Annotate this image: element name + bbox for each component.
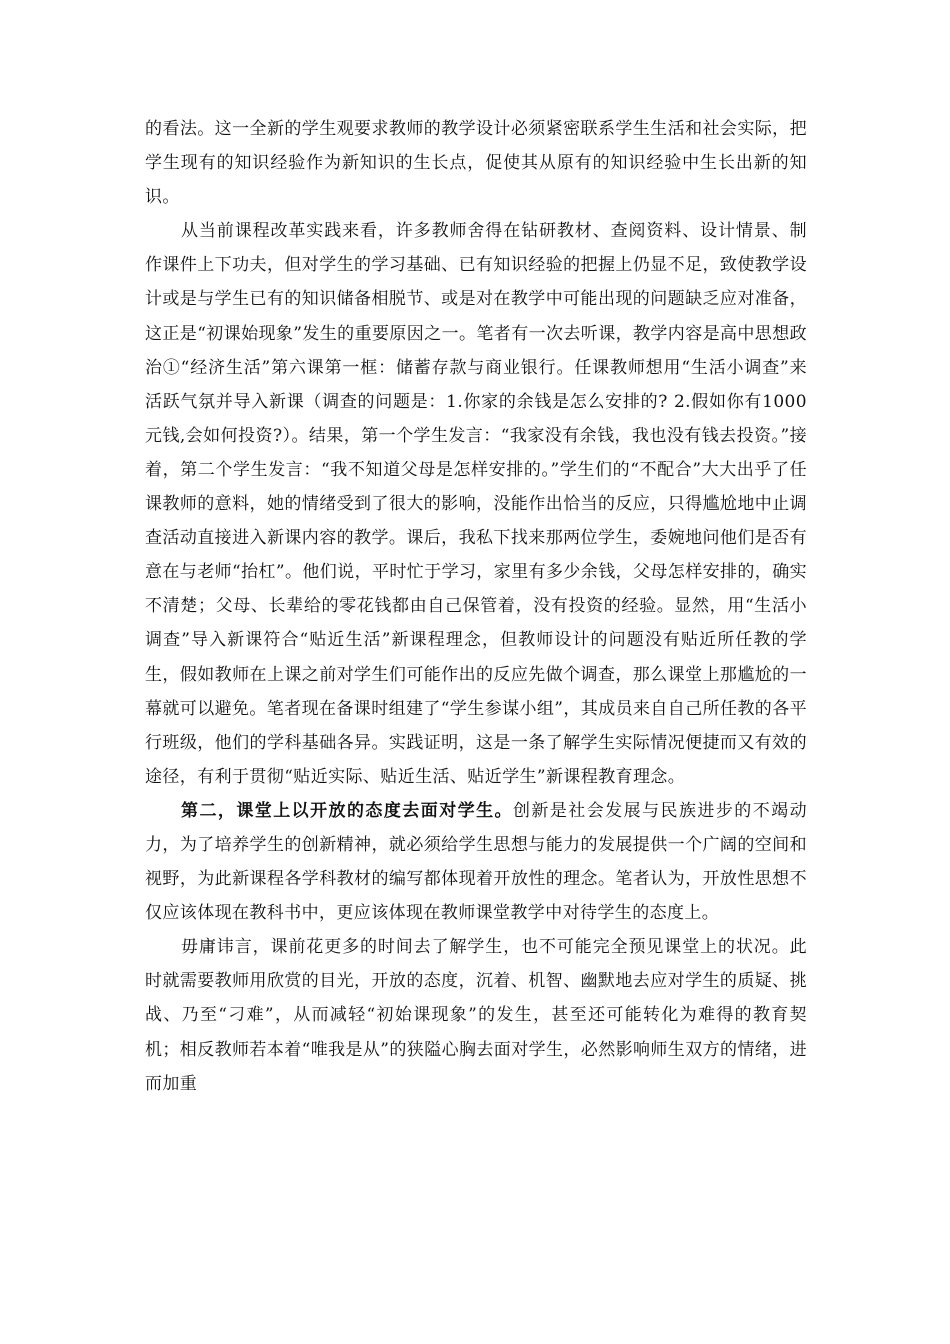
paragraph-1 xyxy=(145,112,807,214)
section-heading: 第二，课堂上以开放的态度去面对学生。 xyxy=(181,800,513,821)
paragraph-2 xyxy=(145,214,807,794)
paragraph-1-text: 的看法。这一全新的学生观要求教师的教学设计必须紧密联系学生生活和社会实际，把学生现有的知识经验作为新知识的生长点，促使其从原有的知识经验中生长出新的知识。 xyxy=(145,119,807,208)
document-body xyxy=(145,112,807,1101)
paragraph-3 xyxy=(145,794,807,930)
paragraph-4-text: 毋庸讳言，课前花更多的时间去了解学生，也不可能完全预见课堂上的状况。此时就需要教师用欣赏的目光，开放的态度，沉着、机智、幽默地去应对学生的质疑、挑战、乃至“刁难”，从而减轻“初始课现象”的发生，甚至还可能转化为难得的教育契机；相反教师若本着“唯我是从”的狭隘心胸去面对学生，必然影响师生双方的情绪，进而加重 xyxy=(145,937,807,1094)
paragraph-4 xyxy=(145,930,807,1100)
paragraph-2-text: 从当前课程改革实践来看，许多教师舍得在钻研教材、查阅资料、设计情景、制作课件上下功夫，但对学生的学习基础、已有知识经验的把握上仍显不足，致使教学设计或是与学生已有的知识储备相脱节、或是对在教学中可能出现的问题缺乏应对准备，这正是“初课始现象”发生的重要原因之一。笔者有一次去听课，教学内容是高中思想政治①“经济生活”第六课第一框：储蓄存款与商业银行。任课教师想用“生活小调查”来活跃气氛并导入新课（调查的问题是：1.你家的余钱是怎么安排的? 2.假如你有1000元钱,会如何投资?）。结果，第一个学生发言：“我家没有余钱，我也没有钱去投资。”接着，第二个学生发言：“我不知道父母是怎样安排的。”学生们的“不配合”大大出乎了任课教师的意料，她的情绪受到了很大的影响，没能作出恰当的反应，只得尴尬地中止调查活动直接进入新课内容的教学。课后，我私下找来那两位学生，委婉地问他们是否有意在与老师“抬杠”。他们说，平时忙于学习，家里有多少余钱，父母怎样安排的，确实不清楚；父母、长辈给的零花钱都由自己保管着，没有投资的经验。显然，用“生活小调查”导入新课符合“贴近生活”新课程理念，但教师设计的问题没有贴近所任教的学生，假如教师在上课之前对学生们可能作出的反应先做个调查，那么课堂上那尴尬的一幕就可以避免。笔者现在备课时组建了“学生参谋小组”，其成员来自自己所任教的各平行班级，他们的学科基础各异。实践证明，这是一条了解学生实际情况便捷而又有效的途径，有利于贯彻“贴近实际、贴近生活、贴近学生”新课程教育理念。 xyxy=(145,221,807,787)
paragraph-3-text: 创新是社会发展与民族进步的不竭动力，为了培养学生的创新精神，就必须给学生思想与能力的发展提供一个广阔的空间和视野，为此新课程各学科教材的编写都体现着开放性的理念。笔者认为，开放性思想不仅应该体现在教科书中，更应该体现在教师课堂教学中对待学生的态度上。 xyxy=(145,800,808,924)
